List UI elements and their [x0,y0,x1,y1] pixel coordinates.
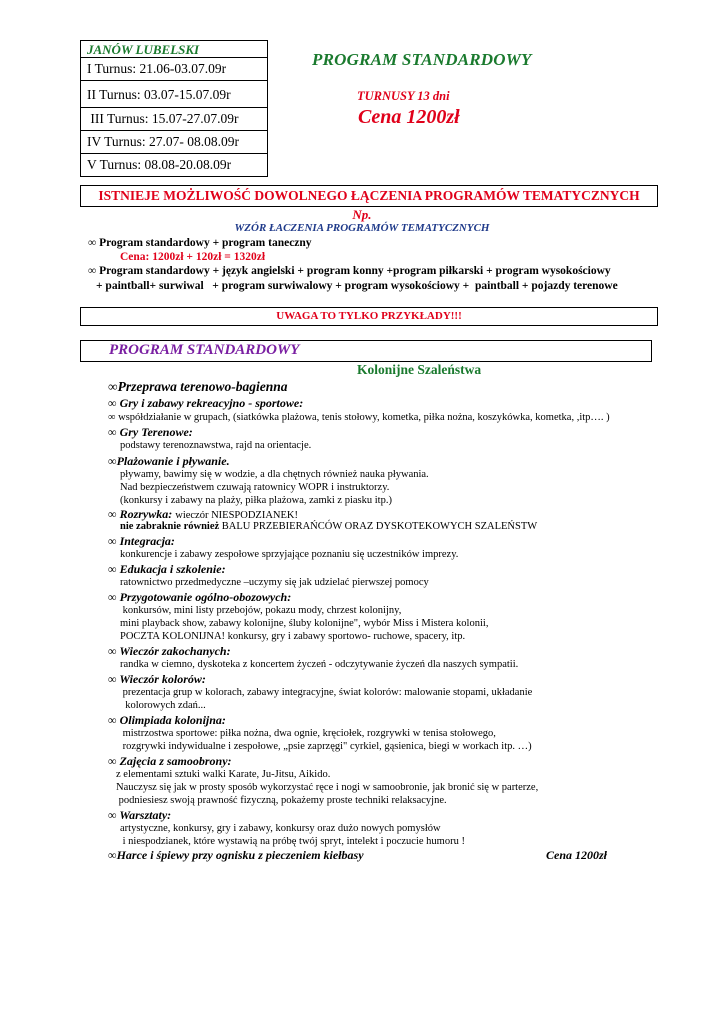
item-line: POCZTA KOLONIJNA! konkursy, gry i zabawy sportowo- ruchowe, spacery, itp. [120,631,466,642]
item-line: z elementami sztuki walki Karate, Ju-Jitsu, Aikido. [116,769,331,780]
turnus-row: V Turnus: 08.08-20.08.09r [81,153,267,176]
infinity-bullet-icon: ∞ [108,590,117,604]
example-1 [88,237,312,249]
turnus-row: IV Turnus: 27.07- 08.08.09r [81,130,267,153]
infinity-bullet-icon: ∞ [108,412,116,423]
infinity-bullet-icon: ∞ [108,672,117,686]
item-title: Gry i zabawy rekreacyjno - sportowe: [119,396,304,410]
item-line: rozgrywki indywidualne i zespołowe, „psie zaprzęgi" cyrkiel, gąsienica, biegi w workach itp. …) [120,741,532,752]
item-line: współdziałanie w grupach, (siatkówka plażowa, tenis stołowy, kometka, piłka nożna, koszykówka, kometka, ,itp…. ) [118,412,610,423]
program-item [108,534,175,549]
item-bold-prefix: nie zabraknie również [120,521,220,532]
program-item [108,672,206,687]
item-line: BALU PRZEBIERAŃCÓW ORAZ DYSKOTEKOWYCH SZALEŃSTW [221,521,538,532]
item-line: i niespodzianek, które wystawią na próbę twój spryt, intelekt i poczucie humoru ! [120,836,465,847]
item-title: Olimpiada kolonijna: [119,713,226,727]
example-1-text: Program standardowy + program taneczny [99,237,312,249]
program-item [108,425,193,440]
program-item [108,590,291,605]
turnus-row: I Turnus: 21.06-03.07.09r [81,57,267,80]
program-box [80,340,652,362]
infinity-bullet-icon: ∞ [108,713,117,727]
program-item [108,754,232,769]
program-item [108,562,226,577]
item-line: randka w ciemno, dyskoteka z koncertem życzeń - odczytywanie życzeń dla naszych sympatii. [120,659,519,670]
infinity-bullet-icon: ∞ [108,808,117,822]
item-text [120,521,537,532]
program-item [108,848,364,863]
infinity-bullet-icon: ∞ [108,507,117,521]
item-line: mini playback show, zabawy kolonijne, śluby kolonijne", wybór Miss i Mistera kolonii, [120,618,489,629]
item-line: artystyczne, konkursy, gry i zabawy, konkursy oraz dużo nowych pomysłów [120,823,441,834]
item-title: Plażowanie i pływanie. [116,454,230,468]
item-line: konkursów, mini listy przebojów, pokazu mody, chrzest kolonijny, [120,605,402,616]
item-line: podniesiesz swoją prawność fizyczną, pokażemy proste techniki relaksacyjne. [116,795,447,806]
program-subtitle: Kolonijne Szaleństwa [357,362,482,377]
infinity-bullet-icon: ∞ [108,644,117,658]
item-title: Zajęcia z samoobrony: [119,754,232,768]
example-2-text: Program standardowy + język angielski + program konny +program piłkarski + program wysokościowy [99,265,611,277]
item-title: Przeprawa terenowo-bagienna [117,379,288,394]
example-2-line-2: + paintball+ surwiwal + program surwiwalowy + program wysokościowy + paintball + pojazdy terenowe [96,280,618,292]
item-line: podstawy terenoznawstwa, rajd na orientacje. [120,440,312,451]
infinity-bullet-icon: ∞ [108,754,117,768]
turnus-row: III Turnus: 15.07-27.07.09r [81,107,267,130]
infinity-bullet-icon: ∞ [88,237,97,249]
turnus-box [80,40,268,177]
item-title: Gry Terenowe: [119,425,193,439]
item-line: Nauczysz się jak w prosty sposób wykorzystać ręce i nogi w samoobronie, jak bronić się w parterze, [116,782,539,793]
item-line: prezentacja grup w kolorach, zabawy integracyjne, świat kolorów: malowanie stopami, układanie [120,687,533,698]
infinity-bullet-icon: ∞ [108,396,117,410]
turnusy-duration: TURNUSY 13 dni [357,89,450,103]
wzor-heading: WZÓR ŁACZENIA PROGRAMÓW TEMATYCZNYCH [234,222,490,234]
item-line: pływamy, bawimy się w wodzie, a dla chętnych również nauka pływania. [120,469,429,480]
item-title: Rozrywka: [119,507,173,521]
program-item [108,713,226,728]
combine-banner: ISTNIEJE MOŻLIWOŚĆ DOWOLNEGO ŁĄCZENIA PROGRAMÓW TEMATYCZNYCH [80,185,658,207]
item-title: Wieczór kolorów: [119,672,206,686]
infinity-bullet-icon: ∞ [108,534,117,548]
location-heading: JANÓW LUBELSKI [87,42,200,57]
np-label: Np. [352,207,372,222]
item-title: Harce i śpiewy przy ognisku z pieczeniem kiełbasy [116,848,364,862]
program-item [108,507,298,522]
infinity-bullet-icon: ∞ [108,379,118,394]
program-title: PROGRAM STANDARDOWY [312,50,532,69]
program-item [108,396,303,411]
infinity-bullet-icon: ∞ [108,848,117,862]
example-2 [88,265,611,277]
footer-price: Cena 1200zł [546,848,608,862]
uwaga-notice: UWAGA TO TYLKO PRZYKŁADY!!! [80,307,658,326]
item-line: kolorowych zdań... [120,700,206,711]
infinity-bullet-icon: ∞ [88,265,97,277]
item-line: (konkursy i zabawy na plaży, piłka plażowa, zamki z piasku itp.) [120,495,392,506]
item-title: Warsztaty: [119,808,172,822]
item-line: mistrzostwa sportowe: piłka nożna, dwa ognie, kręciołek, rozgrywki w tenisa stołowego, [120,728,496,739]
item-title: Wieczór zakochanych: [119,644,231,658]
item-title: Edukacja i szkolenie: [119,562,226,576]
infinity-bullet-icon: ∞ [108,425,117,439]
item-line: Nad bezpieczeństwem czuwają ratownicy WOPR i instruktorzy. [120,482,390,493]
infinity-bullet-icon: ∞ [108,562,117,576]
item-line: ratownictwo przedmedyczne –uczymy się jak udzielać pierwszej pomocy [120,577,429,588]
program-item [108,379,288,395]
turnus-row: II Turnus: 03.07-15.07.09r [81,80,267,107]
example-1-price: Cena: 1200zł + 120zł = 1320zł [120,251,266,263]
price-heading: Cena 1200zł [358,106,460,128]
item-title: Integracja: [119,534,175,548]
item-text [108,412,610,423]
program-item [108,808,171,823]
item-inline: wieczór NIESPODZIANEK! [175,510,298,521]
program-item [108,644,231,659]
program-box-title: PROGRAM STANDARDOWY [109,342,300,358]
program-item [108,454,230,469]
infinity-bullet-icon: ∞ [108,454,117,468]
item-title: Przygotowanie ogólno-obozowych: [119,590,292,604]
item-line: konkurencje i zabawy zespołowe sprzyjające poznaniu się uczestników imprezy. [120,549,459,560]
